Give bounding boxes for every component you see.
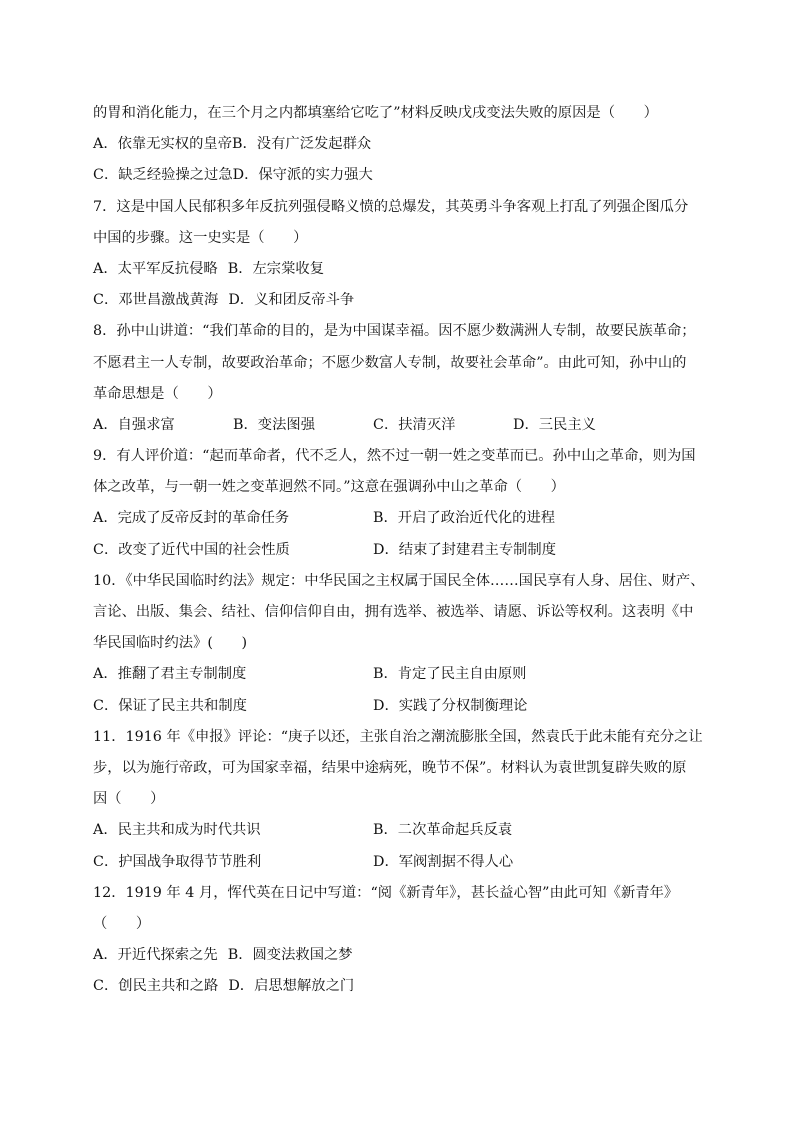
q7-option-d[interactable]: D．义和团反帝斗争 bbox=[228, 292, 355, 309]
q10-option-b[interactable]: B．肯定了民主自由原则 bbox=[373, 666, 527, 683]
q9-option-d[interactable]: D．结束了封建君主专制制度 bbox=[373, 541, 557, 558]
q6-options-row-1 bbox=[93, 129, 705, 160]
q6-stem-tail: 的胃和消化能力，在三个月之内都填塞给它吃了”材料反映戊戌变法失败的原因是（ ） bbox=[93, 105, 658, 121]
q10-stem-line-3: 华民国临时约法》( ) bbox=[93, 635, 248, 652]
q10-option-c[interactable]: C．保证了民主共和制度 bbox=[93, 697, 247, 714]
q9-option-c[interactable]: C．改变了近代中国的社会性质 bbox=[93, 541, 290, 558]
q10-stem-line-2: 言论、出版、集会、结社、信仰信仰自由，拥有选举、被选举、请愿、诉讼等权利。这表明《中 bbox=[93, 604, 694, 620]
q7-option-a[interactable]: A．太平军反抗侵略 bbox=[93, 260, 218, 277]
q11-option-c[interactable]: C．护国战争取得节节胜利 bbox=[93, 853, 262, 870]
q7-options-row-1 bbox=[93, 254, 705, 285]
q8-stem-line-3: 革命思想是（ ） bbox=[93, 385, 222, 402]
q6-option-d[interactable]: D．保守派的实力强大 bbox=[232, 167, 373, 184]
q11-stem-line-1: 11．1916 年《申报》评论：“庚子以还，主张自治之潮流膨胀全国，然袁氏于此未能有充分之让 bbox=[93, 728, 703, 745]
q11-option-d[interactable]: D．军阀割据不得人心 bbox=[373, 853, 514, 870]
q6-options-row-2 bbox=[93, 160, 705, 191]
q12-option-a[interactable]: A．开近代探索之先 bbox=[93, 947, 218, 964]
q7-stem-line-2: 中国的步骤。这一史实是（ ） bbox=[93, 229, 308, 246]
q10-stem-line-1: 10．《中华民国临时约法》规定：中华民国之主权属于国民全体……国民享有人身、居住、财产、 bbox=[93, 572, 705, 589]
q12-options-row-1 bbox=[93, 940, 705, 971]
q11-option-a[interactable]: A．民主共和成为时代共识 bbox=[93, 822, 261, 839]
q9-options-row-2 bbox=[93, 535, 705, 566]
q8-option-a[interactable]: A．自强求富 bbox=[93, 416, 175, 433]
q12-option-b[interactable]: B．圆变法救国之梦 bbox=[227, 947, 353, 964]
q12-stem-line-2: （ ） bbox=[93, 915, 151, 932]
q8-stem-line-1: 8．孙中山讲道：“我们革命的目的，是为中国谋幸福。因不愿少数满洲人专制，故要民族革命； bbox=[93, 323, 696, 340]
q10-option-a[interactable]: A．推翻了君主专制制度 bbox=[93, 666, 247, 683]
q9-stem-line-2: 体之改革，与一朝一姓之变革迥然不同。”这意在强调孙中山之革命（ ） bbox=[93, 479, 565, 496]
q11-stem-line-3: 因（ ） bbox=[93, 791, 165, 808]
q10-options-row-2 bbox=[93, 691, 705, 722]
q6-option-c[interactable]: C．缺乏经验操之过急 bbox=[93, 167, 233, 184]
q12-stem-line-1: 12．1919 年 4 月，恽代英在日记中写道：“阅《新青年》，甚长益心智”由此可知《新青年》 bbox=[93, 884, 679, 901]
q12-option-c[interactable]: C．创民主共和之路 bbox=[93, 978, 219, 995]
question-list bbox=[93, 98, 705, 1002]
q9-stem-line-1: 9．有人评价道：“起而革命者，代不乏人，然不过一朝一姓之变革而已。孙中山之革命，则为国 bbox=[93, 448, 696, 465]
q7-stem-line-1: 7．这是中国人民郁积多年反抗列强侵略义愤的总爆发，其英勇斗争客观上打乱了列强企图瓜分 bbox=[93, 198, 689, 215]
q11-options-row-1 bbox=[93, 815, 705, 846]
q8-option-d[interactable]: D．三民主义 bbox=[513, 416, 596, 433]
q11-stem-line-2: 步，以为施行帝政，可为国家幸福，结果中途病死，晚节不保”。材料认为袁世凯复辟失败的原 bbox=[93, 759, 687, 776]
q8-option-b[interactable]: B．变法图强 bbox=[233, 416, 315, 433]
q8-stem-line-2: 不愿君主一人专制，故要政治革命；不愿少数富人专制，故要社会革命”。由此可知，孙中山的 bbox=[93, 354, 687, 371]
q6-option-a[interactable]: A．依靠无实权的皇帝 bbox=[93, 136, 232, 153]
q8-options-row bbox=[93, 410, 705, 441]
q7-option-b[interactable]: B．左宗棠收复 bbox=[227, 260, 324, 277]
q7-options-row-2 bbox=[93, 285, 705, 316]
q9-option-b[interactable]: B．开启了政治近代化的进程 bbox=[373, 510, 556, 527]
q10-options-row-1 bbox=[93, 659, 705, 690]
q9-option-a[interactable]: A．完成了反帝反封的革命任务 bbox=[93, 510, 290, 527]
q11-options-row-2 bbox=[93, 847, 705, 878]
q9-options-row-1 bbox=[93, 503, 705, 534]
q12-option-d[interactable]: D．启思想解放之门 bbox=[228, 978, 355, 995]
q8-option-c[interactable]: C．扶清灭洋 bbox=[373, 416, 456, 433]
q7-option-c[interactable]: C．邓世昌激战黄海 bbox=[93, 292, 219, 309]
q6-option-b[interactable]: B．没有广泛发起群众 bbox=[232, 136, 372, 153]
q11-option-b[interactable]: B．二次革命起兵反袁 bbox=[373, 822, 513, 839]
q12-options-row-2 bbox=[93, 971, 705, 1002]
q10-option-d[interactable]: D．实践了分权制衡理论 bbox=[373, 697, 528, 714]
